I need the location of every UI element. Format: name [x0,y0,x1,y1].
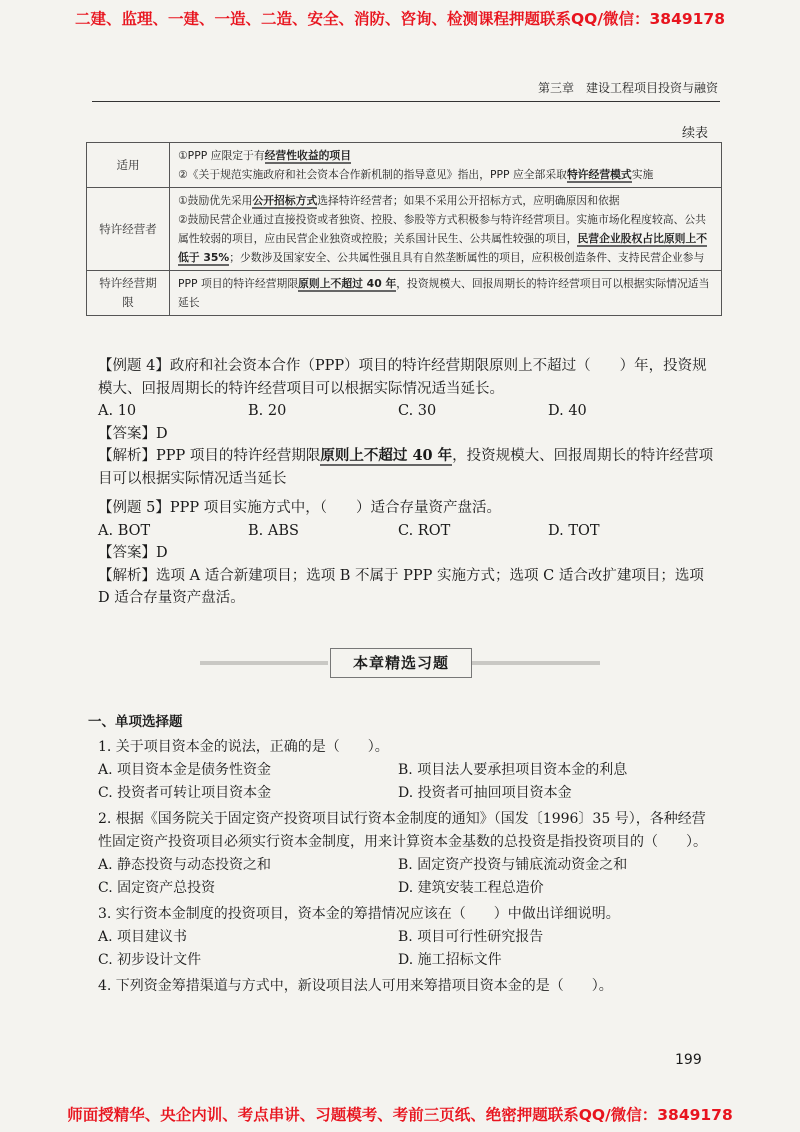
page-number: 199 [675,1052,702,1068]
line-text: ，投资规模大、回报周期长的特许经营项目可以根据实际情况适当延长 [178,277,710,309]
highlighted-text: 原则上不超过 40 年 [298,277,397,290]
option-row [98,877,718,900]
example-4-answer: 【答案】D [98,425,168,442]
option: C. 投资者可转让项目资本金 [98,785,272,801]
option: B. 固定资产投资与铺底流动资金之和 [398,857,628,873]
top-banner: 二建、监理、一建、一造、二造、安全、消防、咨询、检测课程押题联系QQ/微信：3849178 [74,10,725,28]
analysis-highlight: 原则上不超过 40 年 [320,447,453,464]
highlighted-text: 民营企业股权占比原则上不低于 35% [178,232,708,264]
question-stem: 4. 下列资金筹措渠道与方式中，新设项目法人可用来筹措项目资本金的是（ ）。 [98,978,613,994]
option: C. 固定资产总投资 [98,880,216,896]
analysis-text: 【解析】PPP 项目的特许经营期限 [98,448,321,464]
row-content [170,143,722,188]
option-row [98,949,718,972]
question-stem: 1. 关于项目资本金的说法，正确的是（ ）。 [98,739,389,755]
option-row [98,782,718,805]
option: B. ABS [248,522,299,539]
line-text: 实施 [631,168,654,181]
question-list [88,711,718,1001]
row-line [178,146,713,165]
example-5-analysis: 【解析】选项 A 适合新建项目；选项 B 不属于 PPP 实施方式；选项 C 适合改扩建项目；选项 D 适合存量资产盘活。 [98,567,704,606]
line-text: ②鼓励民营企业通过直接投资或者独资、控股、参股等方式积极参与特许经营项目。实施市场化程度较高、公共属性较弱的项目，应由民营企业独资或控股；关系国计民生、公共属性较强的项目， [178,213,706,245]
question [98,736,718,805]
line-text: ①PPP 应限定于有 [178,149,265,162]
option: B. 项目可行性研究报告 [398,929,544,945]
row-label: 适用 [87,143,170,188]
line-text: PPP 项目的特许经营期限 [178,277,299,290]
option: C. 初步设计文件 [98,952,202,968]
row-content [170,271,722,316]
row-line [178,210,713,267]
option: A. 静态投资与动态投资之和 [98,857,272,873]
chapter-header: 第三章 建设工程项目投资与融资 [537,81,718,95]
option: B. 20 [248,403,287,419]
option: D. TOT [548,522,600,539]
section-title: 本章精选习题 [330,648,472,678]
example-4-analysis [98,445,718,490]
example-5 [98,497,718,610]
bottom-banner: 师面授精华、央企内训、考点串讲、习题模考、考前三页纸、绝密押题联系QQ/微信：3849178 [67,1106,733,1124]
table-row [87,271,722,316]
option: C. ROT [398,522,451,539]
line-text: ②《关于规范实施政府和社会资本合作新机制的指导意见》指出，PPP 应全部采取 [178,168,567,181]
row-label: 特许经营期限 [87,271,170,316]
question [98,808,718,900]
row-line [178,274,713,312]
line-text: 选择特许经营者；如果不采用公开招标方式，应明确原因和依据 [317,194,620,207]
option: A. 项目资本金是债务性资金 [98,762,272,778]
question [98,903,718,972]
row-line [178,165,713,184]
question-stem: 2. 根据《国务院关于固定资产投资项目试行资本金制度的通知》（国发〔1996〕35 号），各种经营性固定资产投资项目必须实行资本金制度，用来计算资本金基数的总投资是指投资项目的（ ）。 [98,811,707,850]
option: C. 30 [398,403,437,419]
option-row [98,759,718,782]
question [98,975,718,998]
option: A. 10 [98,403,137,419]
section-divider [472,661,600,665]
ppp-policy-table [86,142,722,316]
highlighted-text: 公开招标方式 [252,194,318,207]
option: D. 投资者可抽回项目资本金 [398,785,572,801]
example-4-options [98,400,718,423]
option: D. 施工招标文件 [398,952,502,968]
option-row [98,926,718,949]
table-continued-note: 续表 [681,126,708,141]
section-divider [200,661,328,665]
question-stem: 3. 实行资本金制度的投资项目，资本金的筹措情况应该在（ ）中做出详细说明。 [98,906,620,922]
option: A. BOT [98,522,151,539]
option: D. 建筑安装工程总造价 [398,880,544,896]
example-5-options [98,520,718,543]
row-label: 特许经营者 [87,188,170,271]
row-content [170,188,722,271]
row-line [178,191,713,210]
table-row [87,188,722,271]
table-row [87,143,722,188]
header-rule [92,101,720,102]
example-5-answer: 【答案】D [98,545,168,561]
line-text: ①鼓励优先采用 [178,194,253,207]
analysis-text: ，投资规模大、回报周期长的特许经营项目可以根据实际情况适当延长 [98,448,714,487]
example-4 [98,355,718,490]
highlighted-text: 特许经营模式 [566,168,632,181]
highlighted-text: 经营性收益的项目 [264,149,352,162]
example-4-question: 【例题 4】政府和社会资本合作（PPP）项目的特许经营期限原则上不超过（ ）年，投资规模大、回报周期长的特许经营项目可以根据实际情况适当延长。 [98,358,707,397]
option: A. 项目建议书 [98,929,188,945]
option-row [98,854,718,877]
option: D. 40 [548,403,587,419]
line-text: ；少数涉及国家安全、公共属性强且具有自然垄断属性的项目，应积极创造条件、支持民营企业参与 [229,251,705,264]
option: B. 项目法人要承担项目资本金的利息 [398,762,628,778]
example-5-question: 【例题 5】PPP 项目实施方式中，（ ）适合存量资产盘活。 [98,500,501,516]
subsection-title: 一、单项选择题 [88,714,183,730]
